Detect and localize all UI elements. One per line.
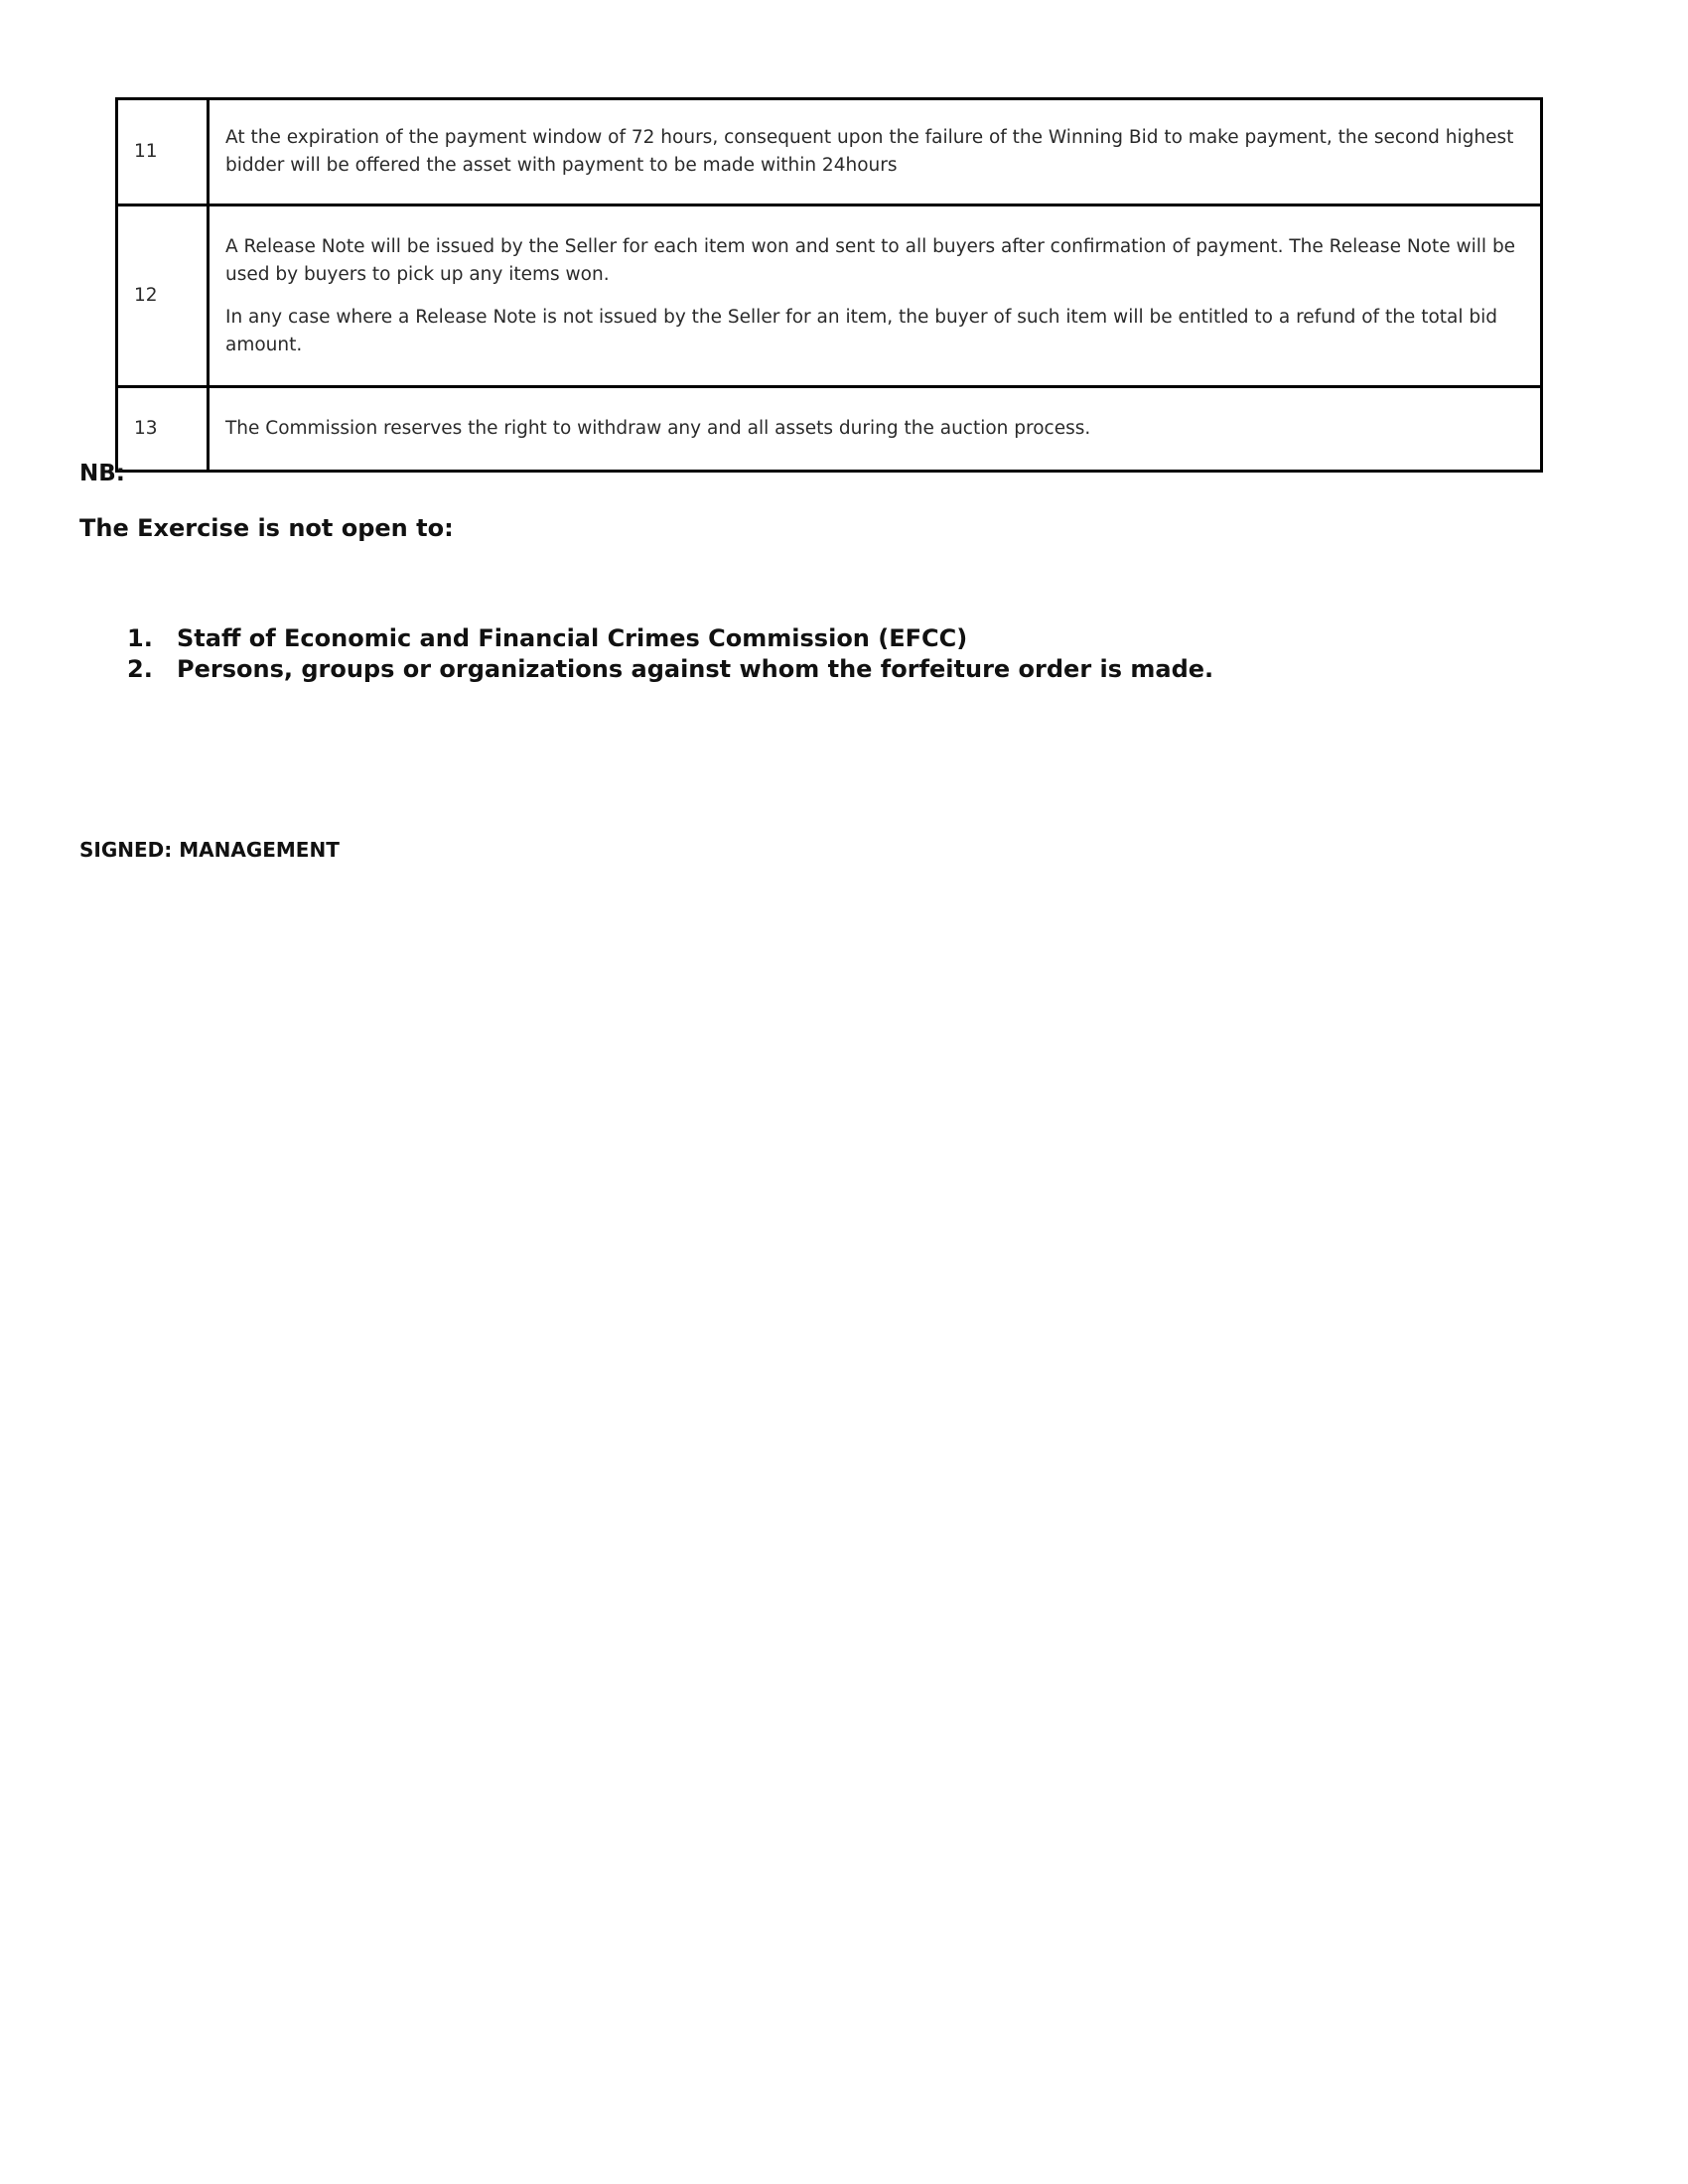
terms-table bbox=[115, 97, 1543, 473]
term-text bbox=[209, 387, 1542, 472]
exercise-heading: The Exercise is not open to: bbox=[79, 514, 454, 542]
term-paragraph: At the expiration of the payment window of 72 hours, consequent upon the failure of the Winning Bid to make payment, the second highest bidder will be offered the asset with payment to be made within 24hours bbox=[225, 127, 1514, 176]
table-row bbox=[117, 205, 1542, 387]
term-number: 11 bbox=[117, 99, 209, 205]
signature-line: SIGNED: MANAGEMENT bbox=[79, 838, 340, 862]
term-paragraph: In any case where a Release Note is not issued by the Seller for an item, the buyer of such item will be entitled to a refund of the total bid amount. bbox=[225, 306, 1497, 355]
list-item-number: 2. bbox=[127, 655, 153, 683]
list-item bbox=[127, 654, 1213, 685]
list-item-text: Persons, groups or organizations against whom the forfeiture order is made. bbox=[177, 655, 1214, 683]
table-row bbox=[117, 99, 1542, 205]
term-number: 13 bbox=[117, 387, 209, 472]
term-paragraph: A Release Note will be issued by the Seller for each item won and sent to all buyers after confirmation of payment. The Release Note will be used by buyers to pick up any items won. bbox=[225, 235, 1516, 285]
list-item-text: Staff of Economic and Financial Crimes Commission (EFCC) bbox=[177, 624, 968, 652]
list-item-number: 1. bbox=[127, 624, 153, 652]
term-number: 12 bbox=[117, 205, 209, 387]
term-text bbox=[209, 205, 1542, 387]
list-item bbox=[127, 623, 1213, 654]
table-row bbox=[117, 387, 1542, 472]
term-text bbox=[209, 99, 1542, 205]
exclusion-list bbox=[127, 623, 1213, 685]
nb-label: NB: bbox=[79, 461, 125, 486]
term-paragraph: The Commission reserves the right to withdraw any and all assets during the auction process. bbox=[225, 418, 1091, 439]
